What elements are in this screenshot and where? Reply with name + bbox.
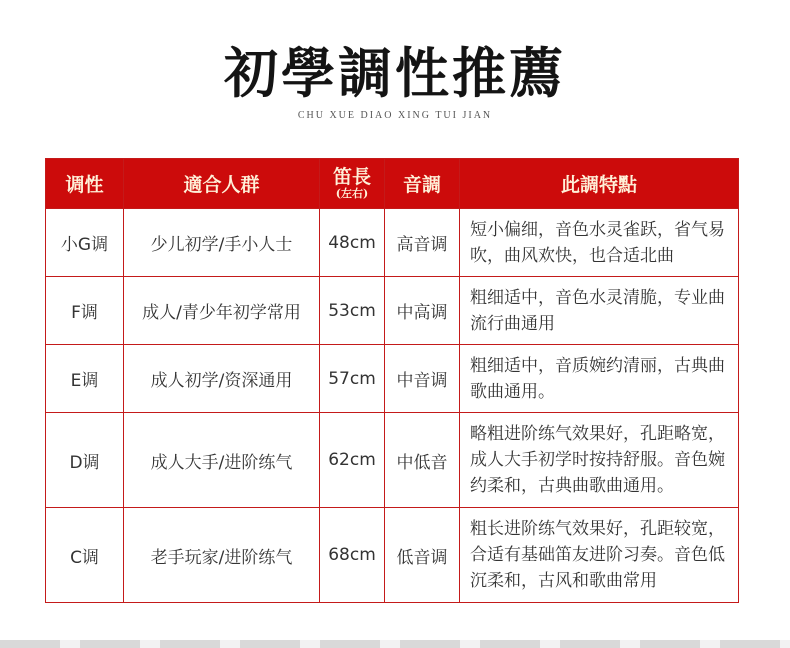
header-length-label: 笛長	[332, 165, 371, 188]
table-row	[46, 413, 739, 508]
cell-register: 低音调	[385, 508, 460, 603]
header-key: 调性	[46, 159, 124, 209]
cell-length: 62cm	[320, 413, 385, 508]
cell-key: F调	[46, 277, 124, 345]
cell-length: 48cm	[320, 209, 385, 277]
cell-register: 中音调	[385, 345, 460, 413]
header-features: 此調特點	[460, 159, 739, 209]
cell-audience: 少儿初学/手小人士	[124, 209, 320, 277]
cell-audience: 成人大手/进阶练气	[124, 413, 320, 508]
tone-recommendation-table	[45, 158, 739, 603]
header-audience: 適合人群	[124, 159, 320, 209]
header-length-sub: (左右)	[335, 186, 369, 200]
cell-audience: 成人初学/资深通用	[124, 345, 320, 413]
cell-features: 粗细适中，音色水灵清脆，专业曲流行曲通用	[460, 277, 739, 345]
cell-features: 粗细适中，音质婉约清丽，古典曲歌曲通用。	[460, 345, 739, 413]
table-row	[46, 345, 739, 413]
cell-key: 小G调	[46, 209, 124, 277]
cell-length: 68cm	[320, 508, 385, 603]
cell-key: D调	[46, 413, 124, 508]
page-subtitle: CHU XUE DIAO XING TUI JIAN	[297, 110, 493, 121]
cell-register: 高音调	[385, 209, 460, 277]
table-row	[46, 508, 739, 603]
cell-features: 短小偏细，音色水灵雀跃，省气易吹，曲风欢快，也合适北曲	[460, 209, 739, 277]
cell-key: C调	[46, 508, 124, 603]
cell-features: 略粗进阶练气效果好，孔距略宽，成人大手初学时按持舒服。音色婉约柔和，古典曲歌曲通用。	[460, 413, 739, 508]
cell-features: 粗长进阶练气效果好，孔距较宽，合适有基础笛友进阶习奏。音色低沉柔和，古风和歌曲常用	[460, 508, 739, 603]
cell-key: E调	[46, 345, 124, 413]
cell-audience: 成人/青少年初学常用	[124, 277, 320, 345]
table-header	[46, 159, 739, 209]
table-row	[46, 209, 739, 277]
cell-register: 中高调	[385, 277, 460, 345]
header-register: 音調	[385, 159, 460, 209]
table-row	[46, 277, 739, 345]
cell-register: 中低音	[385, 413, 460, 508]
bottom-divider	[0, 640, 790, 648]
header-length	[320, 159, 385, 209]
cell-length: 57cm	[320, 345, 385, 413]
cell-length: 53cm	[320, 277, 385, 345]
cell-audience: 老手玩家/进阶练气	[124, 508, 320, 603]
page-title: 初學調性推薦	[224, 41, 566, 105]
